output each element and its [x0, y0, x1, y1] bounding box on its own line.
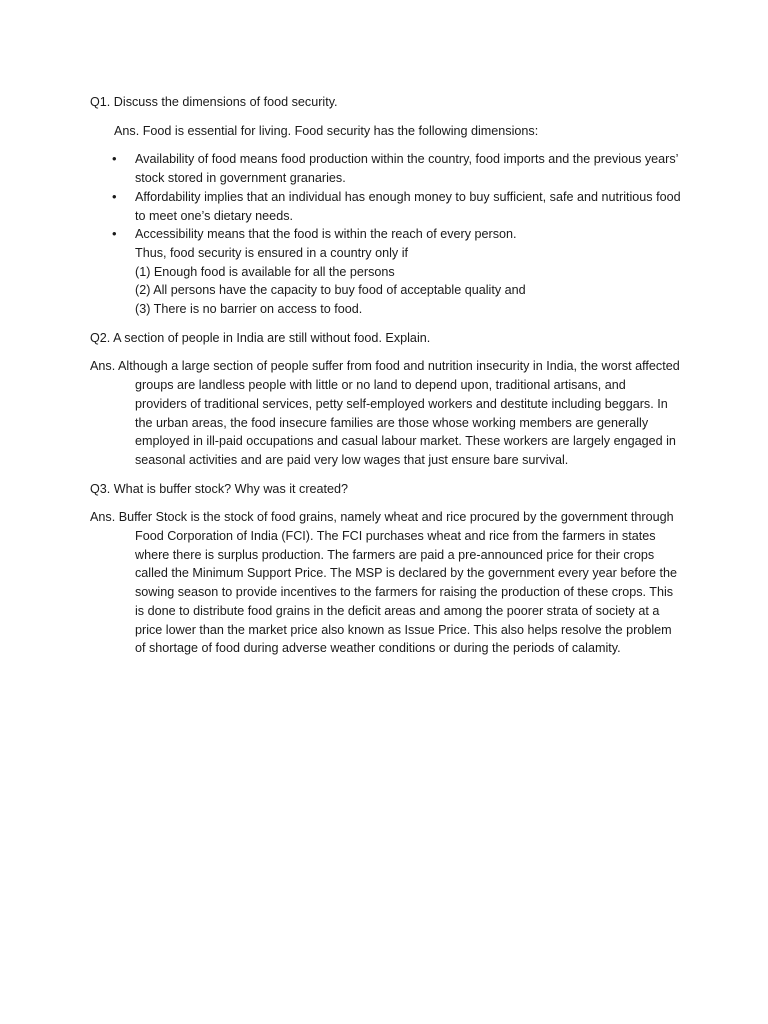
q1-question: Q1. Discuss the dimensions of food security.: [90, 95, 338, 109]
q2-question: Q2. A section of people in India are still without food. Explain.: [90, 330, 431, 345]
q3-answer: Ans. Buffer Stock is the stock of food grains, namely wheat and rice procured by the government through Food Corporation of India (FCI). The FCI purchases wheat and rice from the farmers in states where there is surplus production. The farmers are paid a pre-announced price for their crops called the Minimum Support Price. The MSP is declared by the government every year before the sowing season to provide incentives to the farmers for raising the production of these crops. This is done to distribute food grains in the deficit areas and among the poorer strata of society at a price lower than the market price also known as Issue Price. This also helps resolve the problem of shortage of food during adverse weather conditions or during the periods of calamity.: [90, 510, 678, 656]
conclusion-line: Thus, food security is ensured in a country only if: [135, 245, 408, 260]
list-item-text: Availability of food means food production within the country, food imports and the previous years’ stock stored in government granaries.: [135, 152, 679, 186]
bullet-icon: •: [112, 151, 117, 167]
conclusion-line: (2) All persons have the capacity to buy food of acceptable quality and: [135, 283, 526, 298]
q1-dimension-list: [90, 150, 690, 318]
list-item: [90, 188, 690, 225]
conclusion-line: (3) There is no barrier on access to food.: [135, 302, 363, 317]
bullet-icon: •: [112, 188, 117, 204]
list-item: [90, 150, 690, 187]
list-item-text: Affordability implies that an individual has enough money to buy sufficient, safe and nutritious food to meet one’s dietary needs.: [135, 189, 681, 223]
list-item-text: Accessibility means that the food is within the reach of every person.: [135, 227, 517, 242]
q2-answer: Ans. Although a large section of people suffer from food and nutrition insecurity in India, the worst affected groups are landless people with little or no land to depend upon, traditional artisans, and providers of traditional services, petty self-employed workers and destitute including beggars. In the urban areas, the food insecure families are those whose working members are generally employed in ill-paid occupations and casual labour market. These workers are largely engaged in seasonal activities and are paid very low wages that just ensure bare survival.: [90, 359, 680, 467]
q1-answer-intro: Ans. Food is essential for living. Food security has the following dimensions:: [114, 123, 539, 138]
list-item: [90, 225, 690, 244]
conclusion-line: (1) Enough food is available for all the persons: [135, 264, 395, 279]
bullet-icon: •: [112, 226, 117, 242]
document-page: [90, 93, 690, 668]
q3-question: Q3. What is buffer stock? Why was it created?: [90, 481, 349, 496]
